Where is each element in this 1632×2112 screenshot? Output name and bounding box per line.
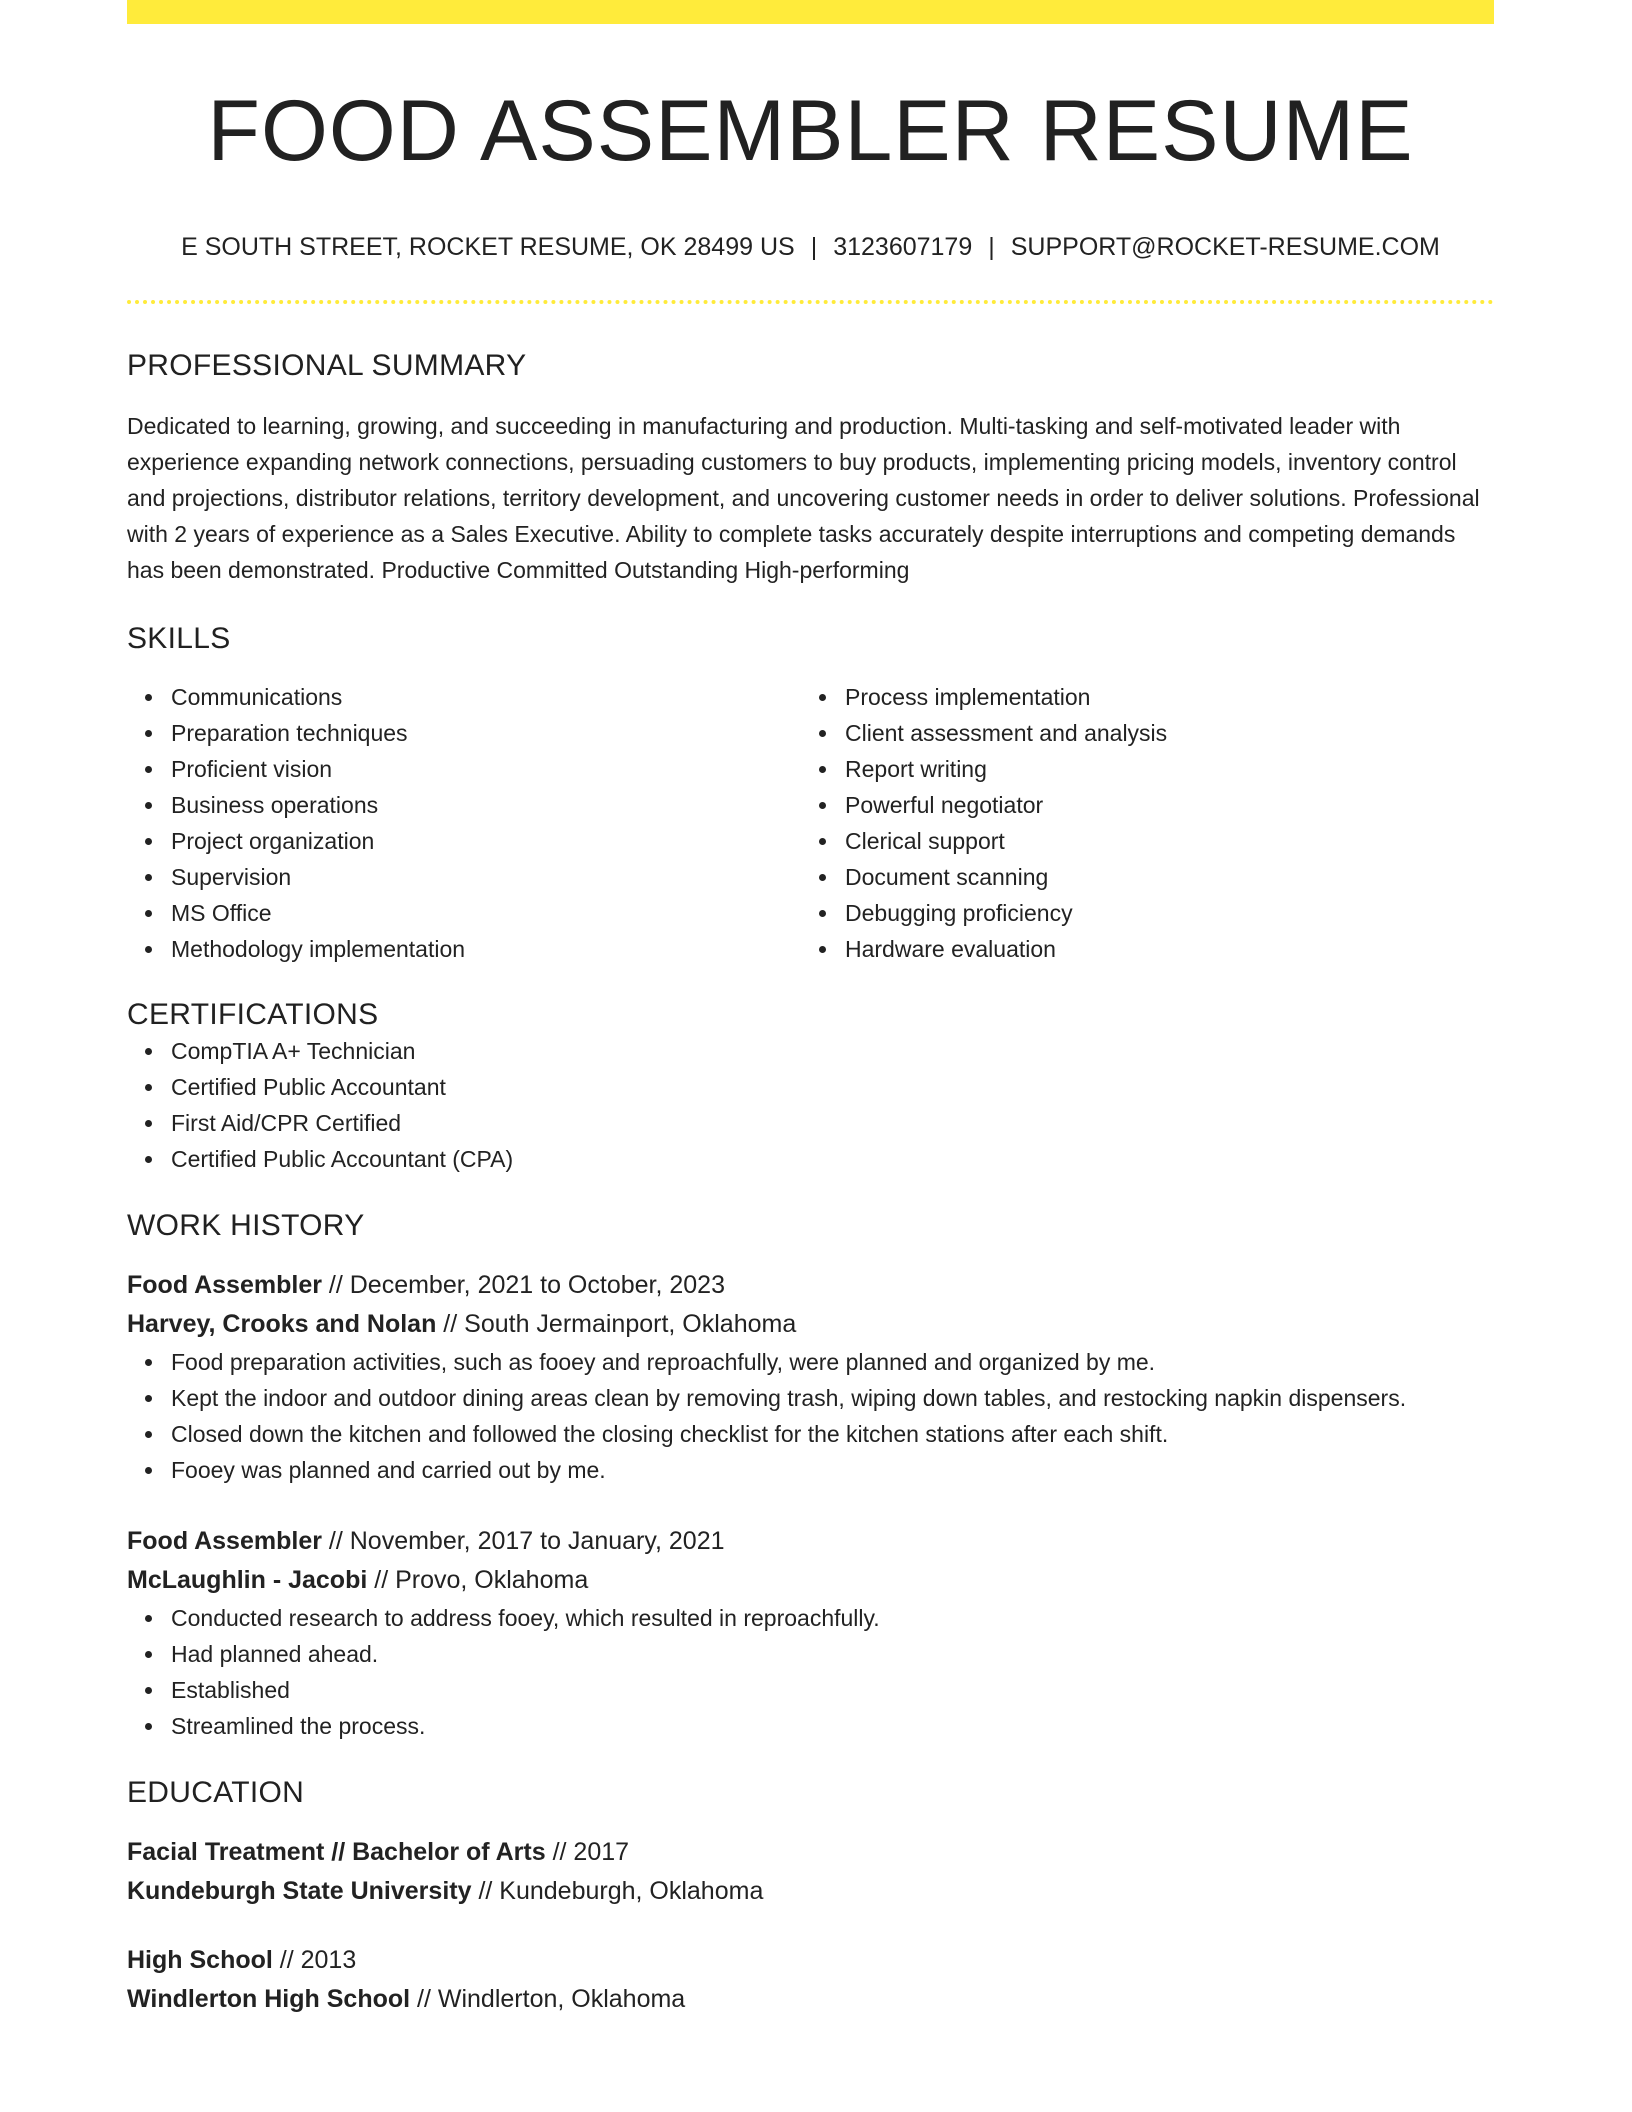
job-duty-item: Fooey was planned and carried out by me. xyxy=(171,1452,1494,1488)
certification-item: First Aid/CPR Certified xyxy=(171,1105,1494,1141)
job-duties-list xyxy=(127,1600,1494,1744)
skill-item: Debugging proficiency xyxy=(845,895,1475,931)
skill-item: Methodology implementation xyxy=(171,931,801,967)
certification-item: Certified Public Accountant (CPA) xyxy=(171,1141,1494,1177)
contact-line xyxy=(127,232,1494,262)
job-location: // South Jermainport, Oklahoma xyxy=(436,1309,797,1338)
contact-phone: 3123607179 xyxy=(833,232,973,261)
contact-address: E SOUTH STREET, ROCKET RESUME, OK 28499 US xyxy=(181,232,795,261)
skill-item: Report writing xyxy=(845,751,1475,787)
skill-item: Powerful negotiator xyxy=(845,787,1475,823)
education-entry xyxy=(127,1941,1494,2019)
job-duty-item: Streamlined the process. xyxy=(171,1708,1494,1744)
job-duty-item: Had planned ahead. xyxy=(171,1636,1494,1672)
skill-item: Process implementation xyxy=(845,679,1475,715)
skill-item: Communications xyxy=(171,679,801,715)
resume-page xyxy=(127,0,1494,2019)
education-school: Windlerton High School xyxy=(127,1984,411,2013)
skills-heading: SKILLS xyxy=(127,621,231,655)
job-entry xyxy=(127,1266,1494,1488)
summary-text: Dedicated to learning, growing, and succeeding in manufacturing and production. Multi-tasking and self-motivated leader with experience expanding network connections, persuading customers to buy products, implementing pricing models, inventory control and projections, distributor relations, territory development, and uncovering customer needs in order to deliver solutions. Professional with 2 years of experience as a Sales Executive. Ability to complete tasks accurately despite interruptions and competing demands has been demonstrated. Productive Committed Outstanding High-performing xyxy=(127,412,1480,583)
skills-grid xyxy=(127,679,1494,967)
education-location: // Kundeburgh, Oklahoma xyxy=(471,1876,764,1905)
education-location: // Windlerton, Oklahoma xyxy=(410,1984,686,2013)
education-school-line xyxy=(127,1872,1494,1911)
skills-column-right xyxy=(801,679,1475,967)
skill-item: Proficient vision xyxy=(171,751,801,787)
job-company: McLaughlin - Jacobi xyxy=(127,1565,368,1594)
certification-item: CompTIA A+ Technician xyxy=(171,1033,1494,1069)
dotted-divider xyxy=(127,300,1494,304)
education-degree: Facial Treatment // Bachelor of Arts xyxy=(127,1837,546,1866)
job-company-line xyxy=(127,1561,1494,1600)
skill-item: Hardware evaluation xyxy=(845,931,1475,967)
job-company-line xyxy=(127,1305,1494,1344)
skill-item: Document scanning xyxy=(845,859,1475,895)
job-company: Harvey, Crooks and Nolan xyxy=(127,1309,437,1338)
education-degree-line xyxy=(127,1941,1494,1980)
skills-list-left xyxy=(127,679,801,967)
job-entry xyxy=(127,1522,1494,1744)
job-role-line xyxy=(127,1522,1494,1561)
job-duty-item: Kept the indoor and outdoor dining areas clean by removing trash, wiping down tables, and restocking napkin dispensers. xyxy=(171,1380,1494,1416)
job-role: Food Assembler xyxy=(127,1526,322,1555)
education-year: // 2017 xyxy=(545,1837,630,1866)
contact-separator: | xyxy=(988,232,995,261)
skills-list-right xyxy=(801,679,1475,967)
education-entry xyxy=(127,1833,1494,1911)
work-history-heading: WORK HISTORY xyxy=(127,1208,365,1242)
education-degree-line xyxy=(127,1833,1494,1872)
education-school-line xyxy=(127,1980,1494,2019)
education-heading: EDUCATION xyxy=(127,1775,305,1809)
accent-top-bar xyxy=(127,0,1494,24)
skill-item: Supervision xyxy=(171,859,801,895)
skills-column-left xyxy=(127,679,801,967)
contact-email: SUPPORT@ROCKET-RESUME.COM xyxy=(1010,232,1440,261)
job-duties-list xyxy=(127,1344,1494,1488)
job-dates: // November, 2017 to January, 2021 xyxy=(321,1526,725,1555)
contact-separator: | xyxy=(810,232,818,261)
job-location: // Provo, Oklahoma xyxy=(367,1565,589,1594)
job-role-line xyxy=(127,1266,1494,1305)
job-duty-item: Conducted research to address fooey, which resulted in reproachfully. xyxy=(171,1600,1494,1636)
certification-item: Certified Public Accountant xyxy=(171,1069,1494,1105)
education-year: // 2013 xyxy=(272,1945,357,1974)
education-degree: High School xyxy=(127,1945,273,1974)
certifications-heading: CERTIFICATIONS xyxy=(127,997,379,1031)
skill-item: Business operations xyxy=(171,787,801,823)
summary-heading: PROFESSIONAL SUMMARY xyxy=(127,348,527,382)
skill-item: Client assessment and analysis xyxy=(845,715,1475,751)
job-duty-item: Established xyxy=(171,1672,1494,1708)
job-dates: // December, 2021 to October, 2023 xyxy=(321,1270,725,1299)
job-role: Food Assembler xyxy=(127,1270,322,1299)
skill-item: Preparation techniques xyxy=(171,715,801,751)
resume-title: FOOD ASSEMBLER RESUME xyxy=(207,83,1414,179)
education-school: Kundeburgh State University xyxy=(127,1876,472,1905)
certifications-list xyxy=(127,1033,1494,1177)
job-duty-item: Closed down the kitchen and followed the closing checklist for the kitchen stations after each shift. xyxy=(171,1416,1494,1452)
skill-item: Project organization xyxy=(171,823,801,859)
job-duty-item: Food preparation activities, such as fooey and reproachfully, were planned and organized by me. xyxy=(171,1344,1494,1380)
skill-item: Clerical support xyxy=(845,823,1475,859)
skill-item: MS Office xyxy=(171,895,801,931)
